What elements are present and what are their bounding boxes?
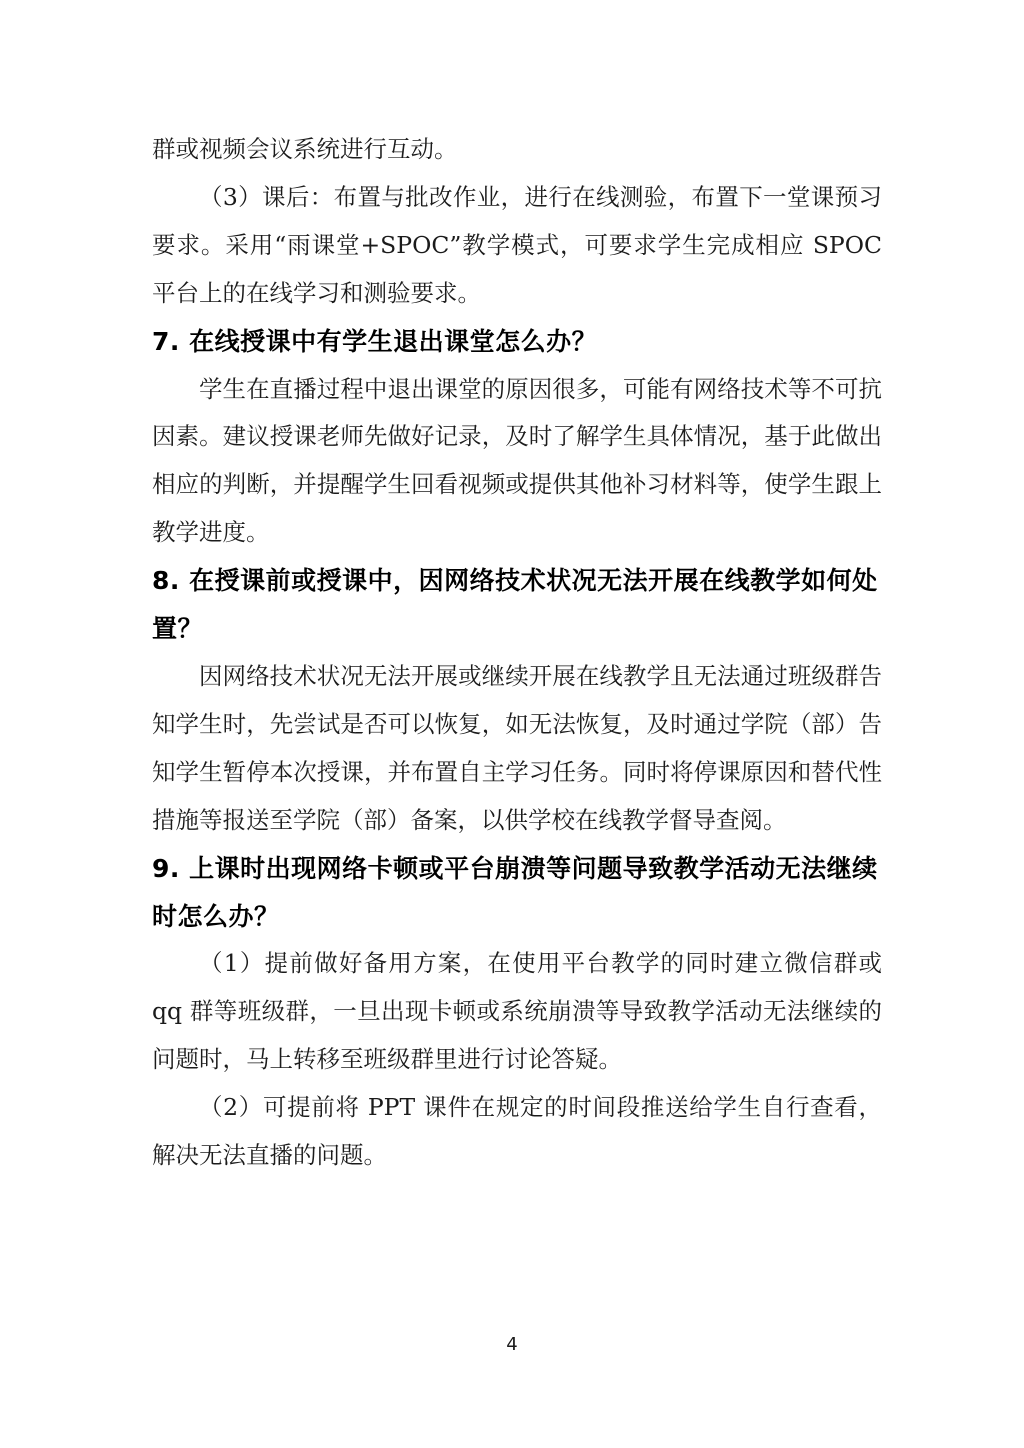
question-7-heading: 7. 在线授课中有学生退出课堂怎么办？ [152,326,598,356]
question-7-answer: 学生在直播过程中退出课堂的原因很多，可能有网络技术等不可抗因素。建议授课老师先做好记录，及时了解学生具体情况，基于此做出相应的判断，并提醒学生回看视频或提供其他补习材料等，使学生跟上教学进度。 [152,374,882,547]
question-9-answer-item2: （2）可提前将 PPT 课件在规定的时间段推送给学生自行查看，解决无法直播的问题。 [152,1093,882,1170]
question-8-answer: 因网络技术状况无法开展或继续开展在线教学且无法通过班级群告知学生时，先尝试是否可以恢复，如无法恢复，及时通过学院（部）告知学生暂停本次授课，并布置自主学习任务。同时将停课原因和替代性措施等报送至学院（部）备案，以供学校在线教学督导查阅。 [152,661,882,834]
question-9-heading: 9. 上课时出现网络卡顿或平台崩溃等问题导致教学活动无法继续时怎么办？ [152,853,878,931]
paragraph-after-class-item3: （3）课后：布置与批改作业，进行在线测验，布置下一堂课预习要求。采用“雨课堂+SPOC”教学模式，可要求学生完成相应 SPOC 平台上的在线学习和测验要求。 [152,182,882,307]
page-number: 4 [506,1334,518,1355]
question-8-heading: 8. 在授课前或授课中，因网络技术状况无法开展在线教学如何处置？ [152,566,878,644]
document-content [152,126,882,1180]
paragraph-continuation: 群或视频会议系统进行互动。 [152,135,458,163]
question-9-answer-item1: （1）提前做好备用方案，在使用平台教学的同时建立微信群或 qq 群等班级群，一旦出现卡顿或系统崩溃等导致教学活动无法继续的问题时，马上转移至班级群里进行讨论答疑。 [152,949,882,1074]
